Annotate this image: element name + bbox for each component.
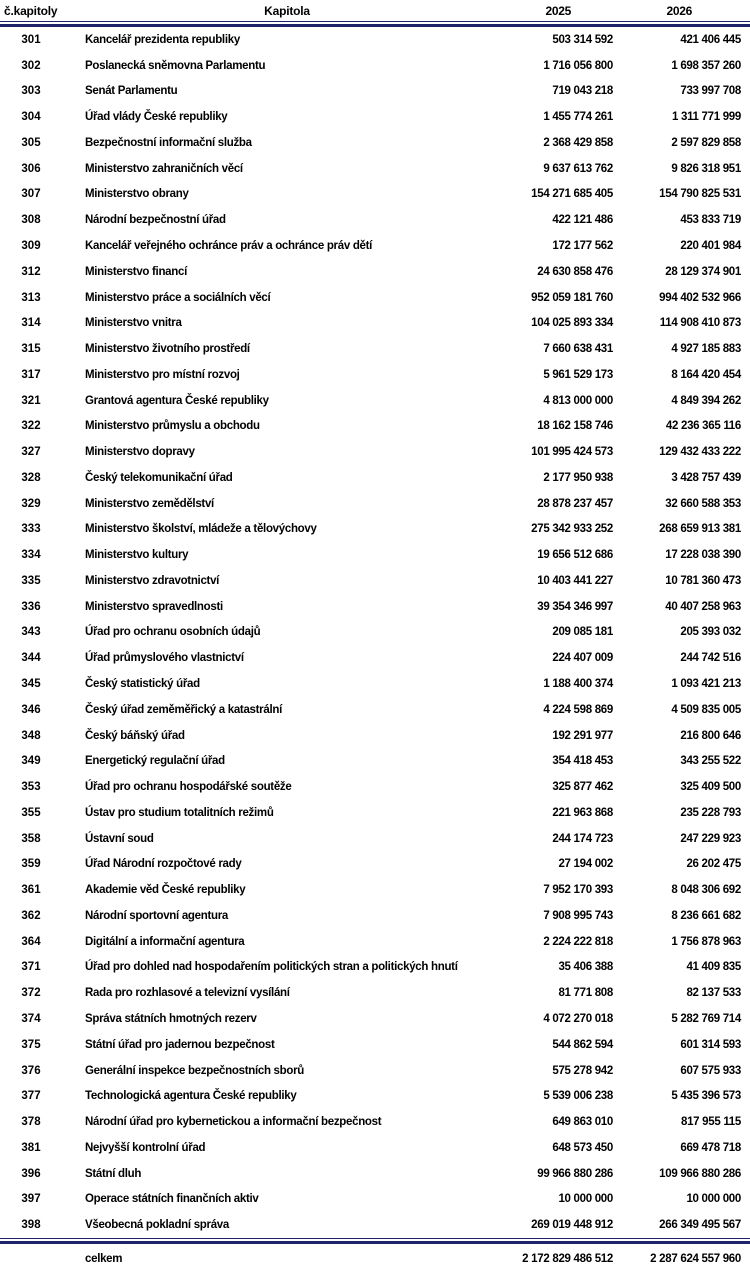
table-row bbox=[0, 645, 750, 671]
chapter-number: 322 bbox=[21, 420, 41, 433]
amount-2025: 1 455 774 261 bbox=[543, 111, 613, 124]
amount-2025: 1 188 400 374 bbox=[543, 678, 613, 691]
chapter-name: Státní dluh bbox=[85, 1167, 142, 1180]
amount-2025: 28 878 237 457 bbox=[537, 497, 613, 510]
amount-2025: 7 952 170 393 bbox=[543, 884, 613, 897]
amount-2026: 216 800 646 bbox=[680, 729, 741, 742]
table-row bbox=[0, 1161, 750, 1187]
table-total-row bbox=[0, 1244, 750, 1275]
amount-2026: 601 314 593 bbox=[680, 1038, 741, 1051]
chapter-name: Rada pro rozhlasové a televizní vysílání bbox=[85, 987, 290, 1000]
amount-2025: 648 573 450 bbox=[552, 1141, 613, 1154]
table-row bbox=[0, 1135, 750, 1161]
chapter-name: Grantová agentura České republiky bbox=[85, 394, 269, 407]
chapter-name: Ministerstvo průmyslu a obchodu bbox=[85, 420, 260, 433]
amount-2026: 453 833 719 bbox=[680, 214, 741, 227]
amount-2026: 607 575 933 bbox=[680, 1064, 741, 1077]
amount-2026: 40 407 258 963 bbox=[665, 600, 741, 613]
chapter-name: Digitální a informační agentura bbox=[85, 935, 245, 948]
amount-2026: 4 509 835 005 bbox=[671, 703, 741, 716]
chapter-number: 362 bbox=[21, 909, 41, 922]
table-row bbox=[0, 955, 750, 981]
table-row bbox=[0, 542, 750, 568]
chapter-number: 374 bbox=[21, 1012, 41, 1025]
amount-2025: 5 539 006 238 bbox=[543, 1090, 613, 1103]
chapter-name: Ministerstvo financí bbox=[85, 265, 187, 278]
amount-2025: 4 224 598 869 bbox=[543, 703, 613, 716]
chapter-number: 313 bbox=[21, 291, 41, 304]
chapter-number: 349 bbox=[21, 755, 41, 768]
amount-2025: 192 291 977 bbox=[552, 729, 613, 742]
table-row bbox=[0, 1006, 750, 1032]
chapter-name: Český telekomunikační úřad bbox=[85, 471, 233, 484]
total-label: celkem bbox=[85, 1253, 123, 1266]
table-row bbox=[0, 27, 750, 53]
amount-2025: 503 314 592 bbox=[552, 33, 613, 46]
amount-2025: 952 059 181 760 bbox=[531, 291, 613, 304]
chapter-name: Ministerstvo zemědělství bbox=[85, 497, 214, 510]
amount-2025: 544 862 594 bbox=[552, 1038, 613, 1051]
amount-2026: 235 228 793 bbox=[680, 806, 741, 819]
amount-2025: 27 194 002 bbox=[558, 858, 613, 871]
amount-2026: 26 202 475 bbox=[686, 858, 741, 871]
table-row bbox=[0, 774, 750, 800]
table-row bbox=[0, 285, 750, 311]
amount-2026: 8 048 306 692 bbox=[671, 884, 741, 897]
amount-2026: 669 478 718 bbox=[680, 1141, 741, 1154]
table-header-row bbox=[0, 0, 750, 21]
table-row bbox=[0, 130, 750, 156]
chapter-number: 397 bbox=[21, 1193, 41, 1206]
amount-2026: 244 742 516 bbox=[680, 652, 741, 665]
table-row bbox=[0, 1058, 750, 1084]
chapter-number: 398 bbox=[21, 1219, 41, 1232]
table-row bbox=[0, 1083, 750, 1109]
table-row bbox=[0, 980, 750, 1006]
chapter-name: Všeobecná pokladní správa bbox=[85, 1219, 229, 1232]
table-row bbox=[0, 826, 750, 852]
table-row bbox=[0, 620, 750, 646]
chapter-name: Národní bezpečnostní úřad bbox=[85, 214, 226, 227]
chapter-number: 344 bbox=[21, 652, 41, 665]
amount-2026: 1 756 878 963 bbox=[671, 935, 741, 948]
amount-2026: 41 409 835 bbox=[686, 961, 741, 974]
amount-2026: 114 908 410 873 bbox=[659, 317, 741, 330]
chapter-number: 336 bbox=[21, 600, 41, 613]
amount-2025: 19 656 512 686 bbox=[537, 549, 613, 562]
amount-2026: 1 093 421 213 bbox=[671, 678, 741, 691]
amount-2026: 247 229 923 bbox=[680, 832, 741, 845]
amount-2025: 101 995 424 573 bbox=[531, 446, 613, 459]
amount-2026: 5 435 396 573 bbox=[671, 1090, 741, 1103]
table-row bbox=[0, 310, 750, 336]
table-row bbox=[0, 1212, 750, 1238]
chapter-name: Úřad pro ochranu hospodářské soutěže bbox=[85, 781, 292, 794]
chapter-number: 308 bbox=[21, 214, 41, 227]
amount-2025: 244 174 723 bbox=[552, 832, 613, 845]
column-header-year-2025: 2025 bbox=[545, 3, 571, 18]
chapter-name: Ministerstvo školství, mládeže a tělovýchovy bbox=[85, 523, 317, 536]
table-row bbox=[0, 207, 750, 233]
chapter-name: Technologická agentura České republiky bbox=[85, 1090, 297, 1103]
amount-2025: 10 403 441 227 bbox=[537, 574, 613, 587]
chapter-name: Ministerstvo pro místní rozvoj bbox=[85, 368, 240, 381]
amount-2026: 325 409 500 bbox=[680, 781, 741, 794]
table-row bbox=[0, 594, 750, 620]
chapter-number: 396 bbox=[21, 1167, 41, 1180]
amount-2026: 3 428 757 439 bbox=[671, 471, 741, 484]
amount-2025: 209 085 181 bbox=[552, 626, 613, 639]
table-row bbox=[0, 413, 750, 439]
amount-2025: 154 271 685 405 bbox=[531, 188, 613, 201]
table-row bbox=[0, 336, 750, 362]
chapter-name: Správa státních hmotných rezerv bbox=[85, 1012, 257, 1025]
amount-2026: 4 849 394 262 bbox=[671, 394, 741, 407]
amount-2026: 8 164 420 454 bbox=[671, 368, 741, 381]
chapter-name: Energetický regulační úřad bbox=[85, 755, 225, 768]
amount-2025: 35 406 388 bbox=[558, 961, 613, 974]
chapter-name: Kancelář veřejného ochránce práv a ochránce práv dětí bbox=[85, 240, 373, 252]
table-row bbox=[0, 362, 750, 388]
chapter-name: Ústav pro studium totalitních režimů bbox=[85, 806, 274, 819]
table-row bbox=[0, 671, 750, 697]
amount-2025: 5 961 529 173 bbox=[543, 368, 613, 381]
amount-2026: 266 349 495 567 bbox=[659, 1219, 741, 1232]
chapter-name: Akademie věd České republiky bbox=[85, 884, 246, 897]
amount-2026: 28 129 374 901 bbox=[665, 265, 741, 278]
chapter-name: Ministerstvo obrany bbox=[85, 188, 189, 201]
table-row bbox=[0, 182, 750, 208]
total-amount-2026: 2 287 624 557 960 bbox=[650, 1253, 741, 1266]
chapter-name: Úřad průmyslového vlastnictví bbox=[85, 652, 244, 665]
amount-2026: 994 402 532 966 bbox=[659, 291, 741, 304]
table-row bbox=[0, 53, 750, 79]
amount-2025: 422 121 486 bbox=[552, 214, 613, 227]
amount-2025: 39 354 346 997 bbox=[537, 600, 613, 613]
amount-2026: 421 406 445 bbox=[680, 33, 741, 46]
amount-2025: 2 177 950 938 bbox=[543, 471, 613, 484]
amount-2025: 354 418 453 bbox=[552, 755, 613, 768]
table-row bbox=[0, 697, 750, 723]
table-row bbox=[0, 1109, 750, 1135]
amount-2026: 1 311 771 999 bbox=[671, 111, 741, 124]
chapter-number: 343 bbox=[21, 626, 41, 639]
chapter-name: Úřad pro dohled nad hospodařením politických stran a politických hnutí bbox=[85, 961, 458, 974]
amount-2026: 129 432 433 222 bbox=[659, 446, 741, 459]
chapter-number: 312 bbox=[21, 265, 41, 278]
column-header-chapter-number: č.kapitoly bbox=[4, 3, 58, 18]
chapter-number: 378 bbox=[21, 1116, 41, 1129]
amount-2025: 269 019 448 912 bbox=[531, 1219, 613, 1232]
chapter-number: 372 bbox=[21, 987, 41, 1000]
chapter-number: 361 bbox=[21, 884, 41, 897]
chapter-name: Poslanecká sněmovna Parlamentu bbox=[85, 59, 266, 72]
table-row bbox=[0, 1032, 750, 1058]
chapter-number: 346 bbox=[21, 703, 41, 716]
chapter-number: 355 bbox=[21, 806, 41, 819]
chapter-number: 334 bbox=[21, 549, 41, 562]
chapter-number: 328 bbox=[21, 471, 41, 484]
chapter-name: Český statistický úřad bbox=[85, 678, 200, 691]
amount-2026: 9 826 318 951 bbox=[671, 162, 741, 175]
column-header-chapter-name: Kapitola bbox=[264, 3, 310, 18]
chapter-number: 306 bbox=[21, 162, 41, 175]
chapter-name: Ministerstvo kultury bbox=[85, 549, 189, 562]
amount-2025: 104 025 893 334 bbox=[531, 317, 613, 330]
amount-2026: 220 401 984 bbox=[680, 240, 741, 252]
chapter-name: Český úřad zeměměřický a katastrální bbox=[85, 703, 282, 716]
table-row bbox=[0, 233, 750, 259]
amount-2025: 18 162 158 746 bbox=[537, 420, 613, 433]
amount-2025: 9 637 613 762 bbox=[543, 162, 613, 175]
amount-2026: 733 997 708 bbox=[680, 85, 741, 98]
chapter-number: 301 bbox=[21, 33, 41, 46]
total-amount-2025: 2 172 829 486 512 bbox=[522, 1253, 613, 1266]
chapter-name: Ministerstvo dopravy bbox=[85, 446, 195, 459]
table-row bbox=[0, 388, 750, 414]
table-row bbox=[0, 156, 750, 182]
amount-2026: 8 236 661 682 bbox=[671, 909, 741, 922]
chapter-name: Národní úřad pro kybernetickou a informační bezpečnost bbox=[85, 1116, 382, 1129]
amount-2025: 7 660 638 431 bbox=[543, 343, 613, 356]
amount-2025: 275 342 933 252 bbox=[531, 523, 613, 536]
amount-2026: 32 660 588 353 bbox=[665, 497, 741, 510]
amount-2026: 817 955 115 bbox=[680, 1116, 741, 1129]
chapter-number: 353 bbox=[21, 781, 41, 794]
chapter-number: 314 bbox=[21, 317, 41, 330]
chapter-number: 364 bbox=[21, 935, 41, 948]
amount-2026: 17 228 038 390 bbox=[665, 549, 741, 562]
chapter-number: 321 bbox=[21, 394, 41, 407]
chapter-name: Kancelář prezidenta republiky bbox=[85, 33, 240, 46]
chapter-number: 309 bbox=[21, 240, 41, 252]
chapter-name: Státní úřad pro jadernou bezpečnost bbox=[85, 1038, 275, 1051]
table-row bbox=[0, 491, 750, 517]
amount-2025: 2 368 429 858 bbox=[543, 136, 613, 149]
chapter-number: 359 bbox=[21, 858, 41, 871]
amount-2026: 5 282 769 714 bbox=[671, 1012, 741, 1025]
amount-2025: 2 224 222 818 bbox=[543, 935, 613, 948]
amount-2026: 109 966 880 286 bbox=[659, 1167, 741, 1180]
chapter-number: 315 bbox=[21, 343, 41, 356]
chapter-number: 345 bbox=[21, 678, 41, 691]
table-row bbox=[0, 439, 750, 465]
amount-2026: 268 659 913 381 bbox=[659, 523, 741, 536]
chapter-number: 329 bbox=[21, 497, 41, 510]
chapter-number: 381 bbox=[21, 1141, 41, 1154]
chapter-name: Nejvyšší kontrolní úřad bbox=[85, 1141, 206, 1154]
chapter-name: Ministerstvo zahraničních věcí bbox=[85, 162, 243, 175]
amount-2026: 4 927 185 883 bbox=[671, 343, 741, 356]
chapter-number: 377 bbox=[21, 1090, 41, 1103]
amount-2026: 343 255 522 bbox=[680, 755, 741, 768]
amount-2025: 4 072 270 018 bbox=[543, 1012, 613, 1025]
table-row bbox=[0, 877, 750, 903]
table-row bbox=[0, 929, 750, 955]
amount-2025: 719 043 218 bbox=[552, 85, 613, 98]
chapter-name: Ústavní soud bbox=[85, 832, 154, 845]
amount-2025: 10 000 000 bbox=[558, 1193, 613, 1206]
chapter-name: Generální inspekce bezpečnostních sborů bbox=[85, 1064, 305, 1077]
chapter-name: Senát Parlamentu bbox=[85, 85, 178, 98]
column-header-year-2026: 2026 bbox=[666, 3, 692, 18]
amount-2025: 99 966 880 286 bbox=[537, 1167, 613, 1180]
amount-2026: 1 698 357 260 bbox=[671, 59, 741, 72]
chapter-number: 304 bbox=[21, 111, 41, 124]
amount-2025: 4 813 000 000 bbox=[543, 394, 613, 407]
amount-2025: 224 407 009 bbox=[552, 652, 613, 665]
amount-2025: 221 963 868 bbox=[552, 806, 613, 819]
amount-2026: 205 393 032 bbox=[680, 626, 741, 639]
amount-2025: 172 177 562 bbox=[552, 240, 613, 252]
chapter-name: Bezpečnostní informační služba bbox=[85, 136, 252, 149]
chapter-number: 358 bbox=[21, 832, 41, 845]
amount-2025: 7 908 995 743 bbox=[543, 909, 613, 922]
amount-2025: 81 771 808 bbox=[558, 987, 613, 1000]
chapter-number: 307 bbox=[21, 188, 41, 201]
chapter-number: 327 bbox=[21, 446, 41, 459]
amount-2026: 2 597 829 858 bbox=[671, 136, 741, 149]
amount-2025: 575 278 942 bbox=[552, 1064, 613, 1077]
table-row bbox=[0, 104, 750, 130]
amount-2025: 1 716 056 800 bbox=[543, 59, 613, 72]
chapter-number: 371 bbox=[21, 961, 41, 974]
table-body bbox=[0, 27, 750, 1238]
chapter-name: Ministerstvo zdravotnictví bbox=[85, 574, 220, 587]
amount-2025: 24 630 858 476 bbox=[537, 265, 613, 278]
amount-2026: 42 236 365 116 bbox=[665, 420, 741, 433]
table-row bbox=[0, 79, 750, 105]
table-row bbox=[0, 517, 750, 543]
chapter-number: 376 bbox=[21, 1064, 41, 1077]
table-row bbox=[0, 852, 750, 878]
table-row bbox=[0, 465, 750, 491]
chapter-number: 335 bbox=[21, 574, 41, 587]
chapter-number: 317 bbox=[21, 368, 41, 381]
table-row bbox=[0, 903, 750, 929]
chapter-name: Národní sportovní agentura bbox=[85, 909, 228, 922]
amount-2025: 649 863 010 bbox=[552, 1116, 613, 1129]
chapter-name: Ministerstvo spravedlnosti bbox=[85, 600, 223, 613]
chapter-number: 375 bbox=[21, 1038, 41, 1051]
chapter-number: 303 bbox=[21, 85, 41, 98]
amount-2026: 82 137 533 bbox=[686, 987, 741, 1000]
chapter-name: Operace státních finančních aktiv bbox=[85, 1193, 259, 1206]
chapter-name: Úřad vlády České republiky bbox=[85, 111, 228, 124]
chapter-name: Ministerstvo vnitra bbox=[85, 317, 182, 330]
chapter-number: 305 bbox=[21, 136, 41, 149]
chapter-number: 348 bbox=[21, 729, 41, 742]
table-row bbox=[0, 568, 750, 594]
chapter-name: Ministerstvo práce a sociálních věcí bbox=[85, 291, 271, 304]
amount-2025: 325 877 462 bbox=[552, 781, 613, 794]
amount-2026: 10 781 360 473 bbox=[665, 574, 741, 587]
chapter-name: Úřad pro ochranu osobních údajů bbox=[85, 626, 261, 639]
chapter-number: 333 bbox=[21, 523, 41, 536]
amount-2026: 154 790 825 531 bbox=[659, 188, 741, 201]
table-row bbox=[0, 259, 750, 285]
chapter-number: 302 bbox=[21, 59, 41, 72]
table-row bbox=[0, 723, 750, 749]
chapter-name: Ministerstvo životního prostředí bbox=[85, 343, 250, 356]
chapter-name: Český báňský úřad bbox=[85, 729, 185, 742]
table-row bbox=[0, 1186, 750, 1212]
table-row bbox=[0, 748, 750, 774]
amount-2026: 10 000 000 bbox=[686, 1193, 741, 1206]
table-row bbox=[0, 800, 750, 826]
chapter-name: Úřad Národní rozpočtové rady bbox=[85, 858, 242, 871]
